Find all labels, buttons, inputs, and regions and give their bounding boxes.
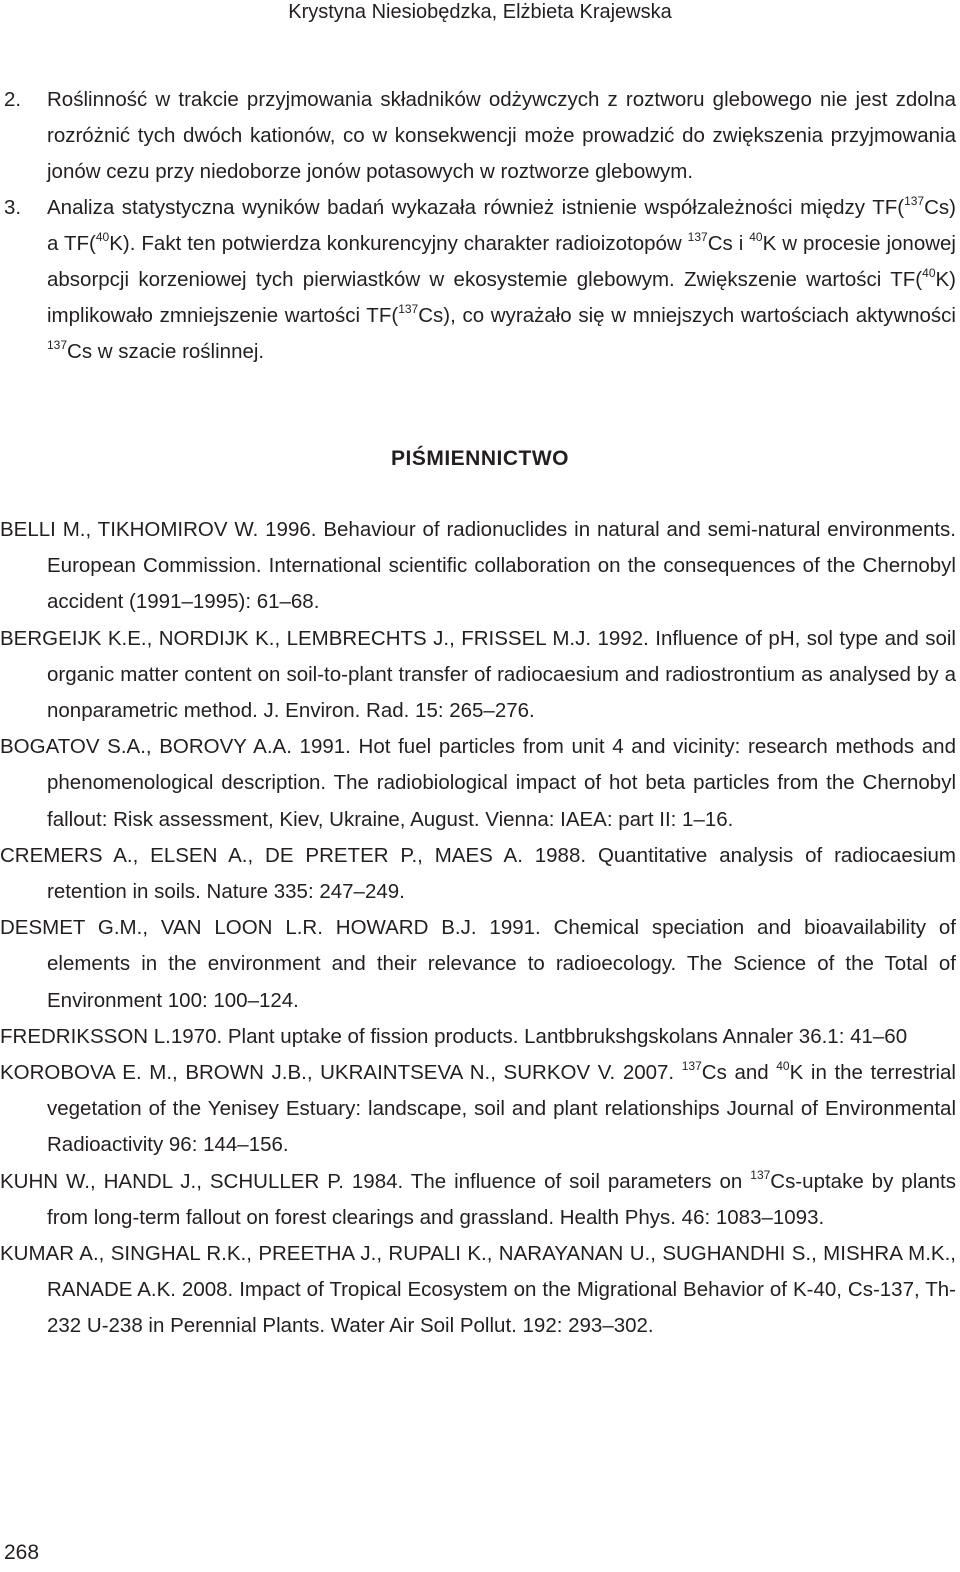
- conclusion-item-2: [0, 82, 956, 190]
- conclusion-text: Cs) a TF(: [47, 196, 956, 255]
- reference-authors: BOGATOV S.A., BOROVY A.A. 1991.: [0, 735, 351, 759]
- reference-authors: BERGEIJK K.E., NORDIJK K., LEMBRECHTS J., FRISSEL M.J. 1992.: [0, 626, 649, 650]
- reference-authors: CREMERS A., ELSEN A., DE PRETER P., MAES A. 1988.: [0, 843, 587, 867]
- conclusion-text: K) implikowało zmniejszenie wartości TF(: [47, 268, 956, 327]
- running-head: Krystyna Niesiobędzka, Elżbieta Krajewska: [288, 1, 672, 23]
- reference-text: Behaviour of radionuclides in natural and semi-natural environments. European Commission. International scientific collaboration on the consequences of the Chernobyl accident (1991–1995): 61–68.: [47, 518, 956, 614]
- conclusion-text: Cs), co wyrażało się w mniejszych wartościach aktywności: [418, 304, 956, 327]
- reference-text: Impact of Tropical Ecosystem on the Migrational Behavior of K-40, Cs-137, Th-232 U-238 in Perennial Plants. Water Air Soil Pollut. 192: 293–302.: [47, 1278, 957, 1338]
- reference-item: [0, 729, 956, 838]
- reference-item: [0, 1164, 956, 1236]
- section-title: PIŚMIENNICTWO: [391, 447, 569, 470]
- isotope-superscript: 40: [749, 230, 763, 244]
- conclusion-text: Roślinność w trakcie przyjmowania składników odżywczych z roztworu glebowego nie jest zdolna rozróżnić tych dwóch kationów, co w konsekwencji może prowadzić do zwiększenia przyjmowania jonów cezu przy niedoborze jonów potasowych w roztworze glebowym.: [47, 88, 956, 183]
- conclusion-text: K). Fakt ten potwierdza konkurencyjny charakter radioizotopów: [109, 232, 688, 255]
- isotope-superscript: 40: [776, 1059, 790, 1074]
- reference-text: Quantitative analysis of radiocaesium retention in soils. Nature 335: 247–249.: [47, 843, 957, 904]
- reference-text: Cs and: [701, 1061, 777, 1085]
- reference-item: [0, 1055, 956, 1164]
- reference-text: Plant uptake of fission products. Lantbbrukshgskolans Annaler 36.1: 41–60: [227, 1024, 908, 1048]
- reference-authors: BELLI M., TIKHOMIROV W. 1996.: [0, 518, 317, 541]
- reference-authors: KOROBOVA E. M., BROWN J.B., UKRAINTSEVA N., SURKOV V. 2007.: [0, 1061, 675, 1085]
- isotope-superscript: 137: [687, 230, 708, 244]
- conclusion-number: 3.: [4, 196, 22, 219]
- isotope-superscript: 137: [47, 338, 68, 352]
- conclusion-text: Analiza statystyczna wyników badań wykazała również istnienie współzależności między TF(: [47, 196, 905, 219]
- reference-authors: KUMAR A., SINGHAL R.K., PREETHA J., RUPALI K., NARAYANAN U., SUGHANDHI S., MISHRA M.K., RANADE A.K. 2008.: [0, 1242, 956, 1302]
- reference-authors: DESMET G.M., VAN LOON L.R. HOWARD B.J. 1991.: [0, 916, 541, 940]
- conclusion-item-3: [0, 190, 956, 370]
- reference-list: [0, 512, 956, 1345]
- isotope-superscript: 40: [922, 266, 936, 280]
- conclusion-number: 2.: [4, 88, 22, 111]
- reference-text: Hot fuel particles from unit 4 and vicinity: research methods and phenomenological description. The radiobiological impact of hot beta particles from the Chernobyl fallout: Risk assessment, Kiev, Ukraine, August. Vienna: IAEA: part II: 1–16.: [47, 735, 956, 831]
- reference-item: [0, 621, 956, 730]
- reference-item: [0, 910, 956, 1019]
- reference-authors: FREDRIKSSON L.1970.: [0, 1024, 223, 1048]
- reference-item: [0, 838, 956, 910]
- reference-text: Cs-uptake by plants from long-term fallout on forest clearings and grassland. Health Phys. 46: 1083–1093.: [47, 1169, 956, 1229]
- reference-text: Chemical speciation and bioavailability of elements in the environment and their relevance to radioecology. The Science of the Total of Environment 100: 100–124.: [47, 916, 957, 1012]
- reference-text: Influence of pH, sol type and soil organic matter content on soil-to-plant transfer of radiocaesium and radiostrontium as analysed by a nonparametric method. J. Environ. Rad. 15: 265–276.: [47, 626, 956, 723]
- isotope-superscript: 137: [750, 1167, 771, 1182]
- conclusion-text: Cs w szacie roślinnej.: [67, 340, 265, 363]
- isotope-superscript: 137: [681, 1059, 702, 1074]
- reference-text: The influence of soil parameters on: [410, 1169, 751, 1193]
- isotope-superscript: 40: [95, 230, 110, 244]
- conclusion-text: K w procesie jonowej absorpcji korzeniowej tych pierwiastków w ekosystemie glebowym. Zwiększenie wartości TF(: [47, 232, 956, 291]
- conclusion-text: Cs i: [707, 232, 750, 255]
- reference-item: [0, 1019, 956, 1055]
- isotope-superscript: 137: [904, 194, 925, 208]
- reference-item: [0, 512, 956, 621]
- reference-text: K in the terrestrial vegetation of the Yenisey Estuary: landscape, soil and plant relationships Journal of Environmental Radioactivity 96: 144–156.: [47, 1061, 956, 1157]
- page-number: 268: [4, 1541, 40, 1564]
- conclusions-list: [0, 82, 956, 370]
- isotope-superscript: 137: [398, 302, 419, 316]
- reference-authors: KUHN W., HANDL J., SCHULLER P. 1984.: [0, 1169, 404, 1193]
- reference-item: [0, 1236, 956, 1345]
